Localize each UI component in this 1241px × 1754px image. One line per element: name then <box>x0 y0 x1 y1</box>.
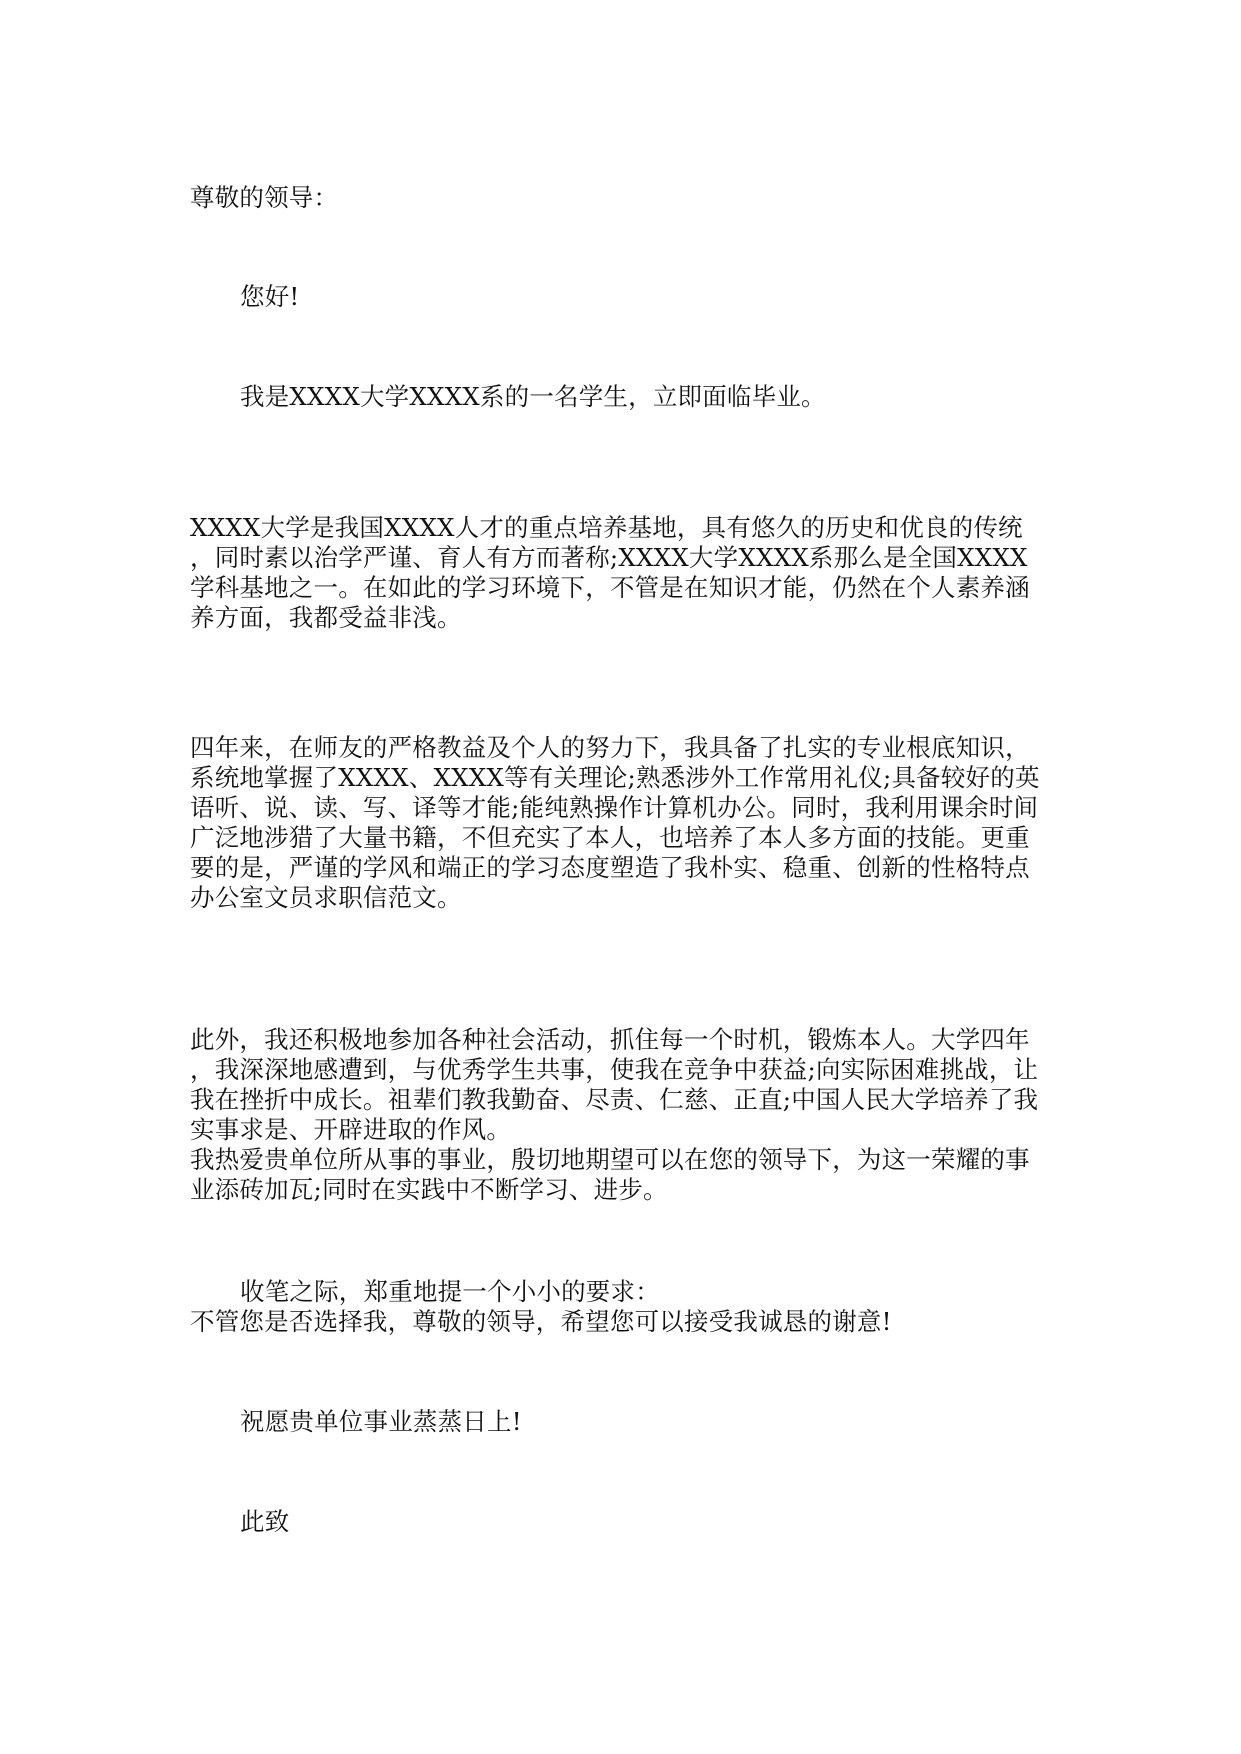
paragraph-line: 业添砖加瓦;同时在实践中不断学习、进步。 <box>190 1175 668 1204</box>
closing-request: 收笔之际，郑重地提一个小小的要求： <box>240 1277 660 1306</box>
paragraph-line: 我热爱贵单位所从事的事业，殷切地期望可以在您的领导下，为这一荣耀的事 <box>190 1145 1030 1174</box>
paragraph-line: XXXX大学是我国XXXX人才的重点培养基地，具有悠久的历史和优良的传统 <box>190 513 1023 542</box>
salutation: 尊敬的领导： <box>190 183 339 212</box>
paragraph-line: 系统地掌握了XXXX、XXXX等有关理论;熟悉涉外工作常用礼仪;具备较好的英 <box>190 763 1040 792</box>
paragraph-line: 语听、说、读、写、译等才能;能纯熟操作计算机办公。同时，我利用课余时间 <box>190 793 1039 822</box>
paragraph-line: 我在挫折中成长。祖辈们教我勤奋、尽责、仁慈、正直;中国人民大学培养了我 <box>190 1085 1039 1114</box>
paragraph-line: ，同时素以治学严谨、育人有方而著称;XXXX大学XXXX系那么是全国XXXX <box>190 543 1028 572</box>
paragraph-line: 要的是，严谨的学风和端正的学习态度塑造了我朴实、稳重、创新的性格特点 <box>190 853 1030 882</box>
paragraph-line: 此外，我还积极地参加各种社会活动，抓住每一个时机，锻炼本人。大学四年 <box>190 1025 1030 1054</box>
intro-paragraph: 我是XXXX大学XXXX系的一名学生，立即面临毕业。 <box>240 382 826 411</box>
paragraph-line: ，我深深地感遭到，与优秀学生共事，使我在竞争中获益;向实际困难挑战，让 <box>190 1055 1039 1084</box>
regards-line: 此致 <box>240 1507 290 1536</box>
greeting: 您好! <box>240 282 300 311</box>
paragraph-line: 广泛地涉猎了大量书籍，不但充实了本人，也培养了本人多方面的技能。更重 <box>190 823 1030 852</box>
paragraph-line: 四年来，在师友的严格教益及个人的努力下，我具备了扎实的专业根底知识， <box>190 733 1030 762</box>
wish-line: 祝愿贵单位事业蒸蒸日上! <box>240 1407 522 1436</box>
paragraph-line: 办公室文员求职信范文。 <box>190 883 462 912</box>
paragraph-line: 实事求是、开辟进取的作风。 <box>190 1115 512 1144</box>
paragraph-line: 学科基地之一。在如此的学习环境下，不管是在知识才能，仍然在个人素养涵 <box>190 573 1030 602</box>
closing-thanks: 不管您是否选择我，尊敬的领导，希望您可以接受我诚恳的谢意! <box>190 1307 892 1336</box>
paragraph-line: 养方面，我都受益非浅。 <box>190 603 462 632</box>
